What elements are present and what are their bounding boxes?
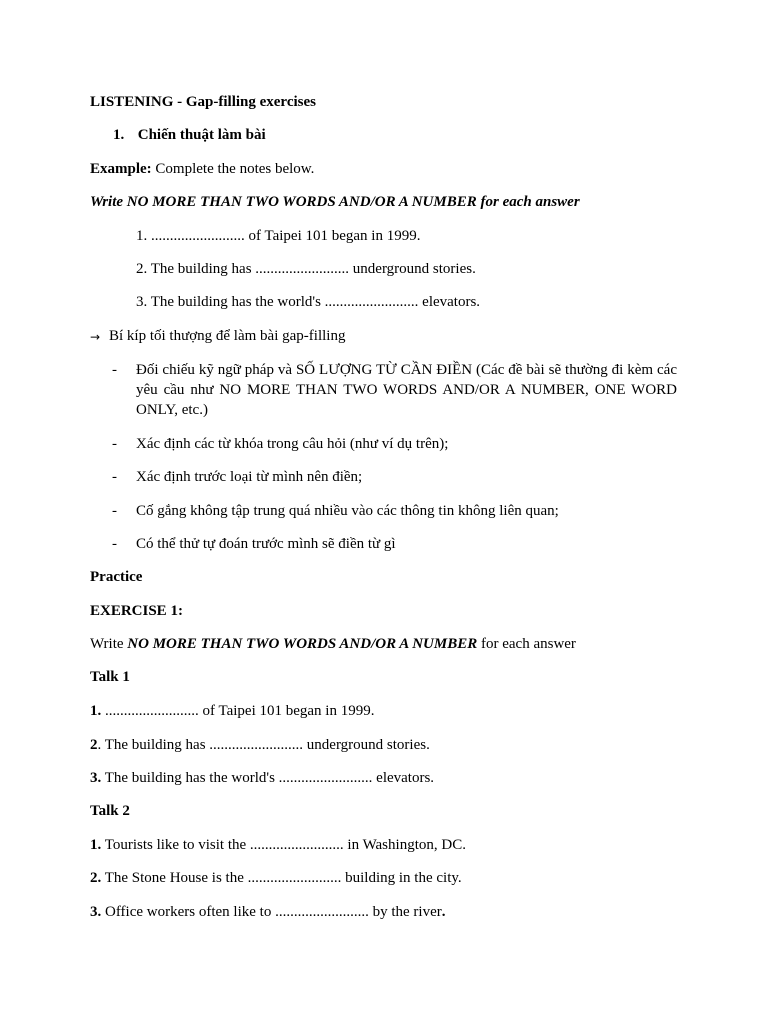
example-line [90,159,314,179]
question-item [90,902,445,922]
tips-heading: Bí kíp tối thượng để làm bài gap-filling [109,328,346,344]
example-item: 1. ......................... of Taipei 101 began in 1999. [136,228,421,244]
bullet-dash: - [112,436,117,452]
bullet-dash: - [112,536,117,552]
question-item [90,868,462,888]
question-item [90,768,434,788]
instruction-line: Write NO MORE THAN TWO WORDS AND/OR A NUMBER for each answer [90,194,580,210]
section-number: 1. [113,127,125,143]
question-number: 1. [90,837,102,853]
question-item [90,701,374,721]
question-text: ......................... of Taipei 101 began in 1999. [101,703,375,719]
arrow-icon: → [90,330,101,344]
tip-item: Xác định trước loại từ mình nên điền; [136,469,363,485]
question-number: 1. [90,703,102,719]
question-text: The Stone House is the ......................... building in the city. [101,870,462,886]
question-item [90,735,430,755]
question-text: The building has the world's ......................... elevators. [101,770,435,786]
section-heading [113,125,266,145]
instruction-suffix: for each answer [477,636,576,652]
tip-item: Đối chiếu kỹ ngữ pháp và SỐ LƯỢNG TỪ CẦN ĐIỀN (Các đề bài sẽ thường đi kèm các yêu cầu như NO MORE THAN TWO WORDS AND/OR A NUMBER, ONE WORD ONLY, etc.) [136,362,677,418]
question-end-period: . [441,904,446,920]
exercise-instruction [90,634,576,654]
question-item [90,835,466,855]
tip-item: Cố gắng không tập trung quá nhiều vào các thông tin không liên quan; [136,503,559,519]
question-text: Office workers often like to ......................... by the river [101,904,442,920]
tip-item: Có thể thử tự đoán trước mình sẽ điền từ gì [136,536,396,552]
question-number: 3. [90,904,102,920]
question-text: . The building has ......................... underground stories. [97,737,430,753]
example-text: Complete the notes below. [151,161,315,177]
question-number: 2 [90,737,98,753]
example-item: 2. The building has ......................... underground stories. [136,261,476,277]
bullet-dash: - [112,469,117,485]
instruction-prefix: Write [90,636,128,652]
example-item: 3. The building has the world's ......................... elevators. [136,294,481,310]
question-number: 2. [90,870,102,886]
exercise-heading: EXERCISE 1: [90,603,183,619]
bullet-dash: - [112,362,117,378]
question-number: 3. [90,770,102,786]
practice-heading: Practice [90,569,143,585]
talk2-heading: Talk 2 [90,803,130,819]
tip-item: Xác định các từ khóa trong câu hỏi (như ví dụ trên); [136,436,449,452]
bullet-dash: - [112,503,117,519]
instruction-emphasis: NO MORE THAN TWO WORDS AND/OR A NUMBER [127,636,478,652]
page-title: LISTENING - Gap-filling exercises [90,94,316,110]
question-text: Tourists like to visit the ......................... in Washington, DC. [101,837,466,853]
talk1-heading: Talk 1 [90,669,130,685]
section-label: Chiến thuật làm bài [137,127,266,143]
example-label: Example: [90,161,152,177]
